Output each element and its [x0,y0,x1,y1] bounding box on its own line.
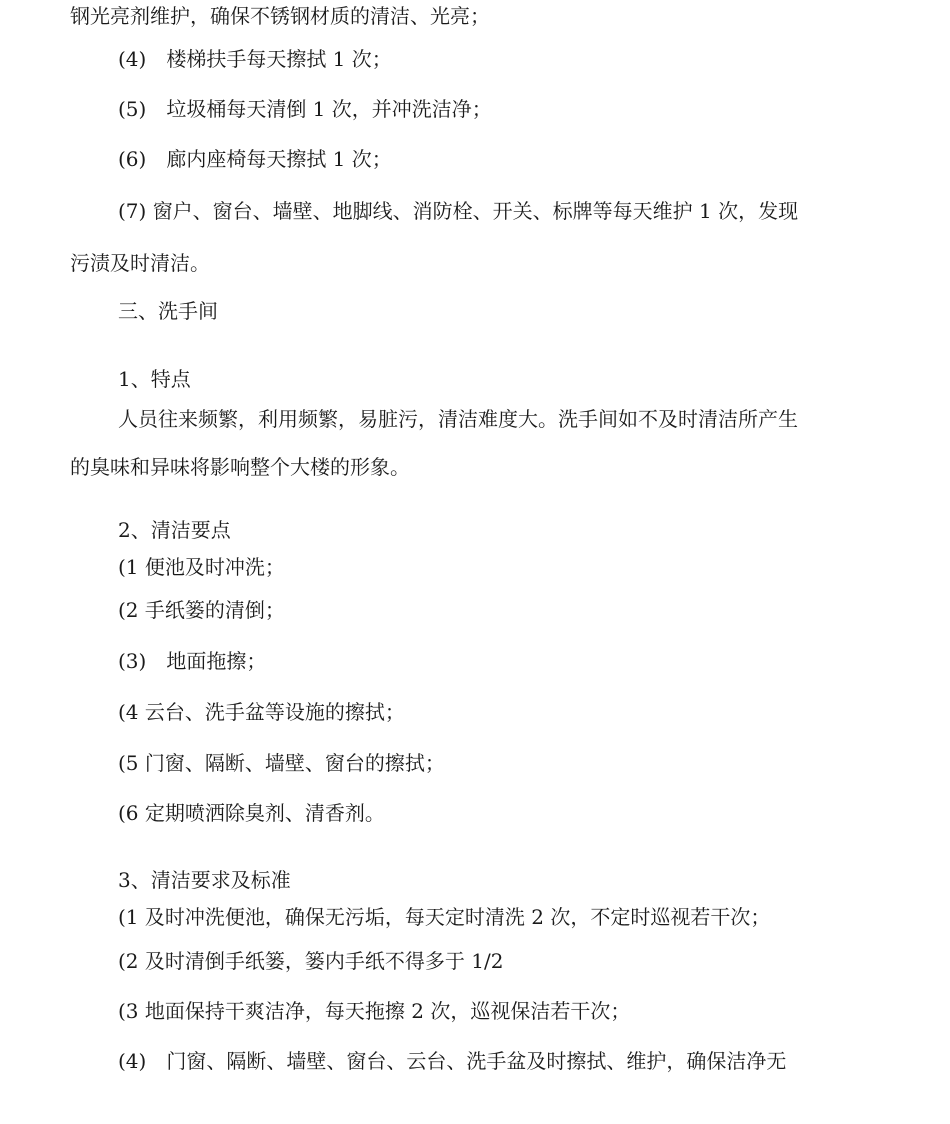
list-item: (6) 廊内座椅每天擦拭 1 次； [118,147,392,171]
list-item: (1 便池及时冲洗； [118,555,285,579]
list-item: (4 云台、洗手盆等设施的擦拭； [118,700,405,724]
list-item: (3) 地面拖擦； [118,649,267,673]
list-item: (4) 门窗、隔断、墙壁、窗台、云台、洗手盆及时擦拭、维护，确保洁净无 [118,1049,787,1073]
list-item: (6 定期喷洒除臭剂、清香剂。 [118,801,385,825]
subsection-heading: 1、特点 [118,367,191,391]
paragraph-line: 钢光亮剂维护，确保不锈钢材质的清洁、光亮； [70,4,490,28]
list-item: (5) 垃圾桶每天清倒 1 次，并冲洗洁净； [118,97,492,121]
list-item: (5 门窗、隔断、墙壁、窗台的擦拭； [118,751,445,775]
list-item: (2 手纸篓的清倒； [118,598,285,622]
list-item: (7) 窗户、窗台、墙壁、地脚线、消防栓、开关、标牌等每天维护 1 次，发现 [118,199,799,223]
paragraph-line: 的臭味和异味将影响整个大楼的形象。 [70,455,410,479]
subsection-heading: 3、清洁要求及标准 [118,868,291,892]
paragraph-line: 污渍及时清洁。 [70,251,210,275]
subsection-heading: 2、清洁要点 [118,518,231,542]
section-heading: 三、洗手间 [118,299,218,323]
list-item: (4) 楼梯扶手每天擦拭 1 次； [118,47,392,71]
list-item: (1 及时冲洗便池，确保无污垢，每天定时清洗 2 次，不定时巡视若干次； [118,905,771,929]
list-item: (3 地面保持干爽洁净，每天拖擦 2 次，巡视保洁若干次； [118,999,631,1023]
paragraph-line: 人员往来频繁，利用频繁，易脏污，清洁难度大。洗手间如不及时清洁所产生 [118,407,798,431]
list-item: (2 及时清倒手纸篓，篓内手纸不得多于 1/2 [118,949,504,973]
